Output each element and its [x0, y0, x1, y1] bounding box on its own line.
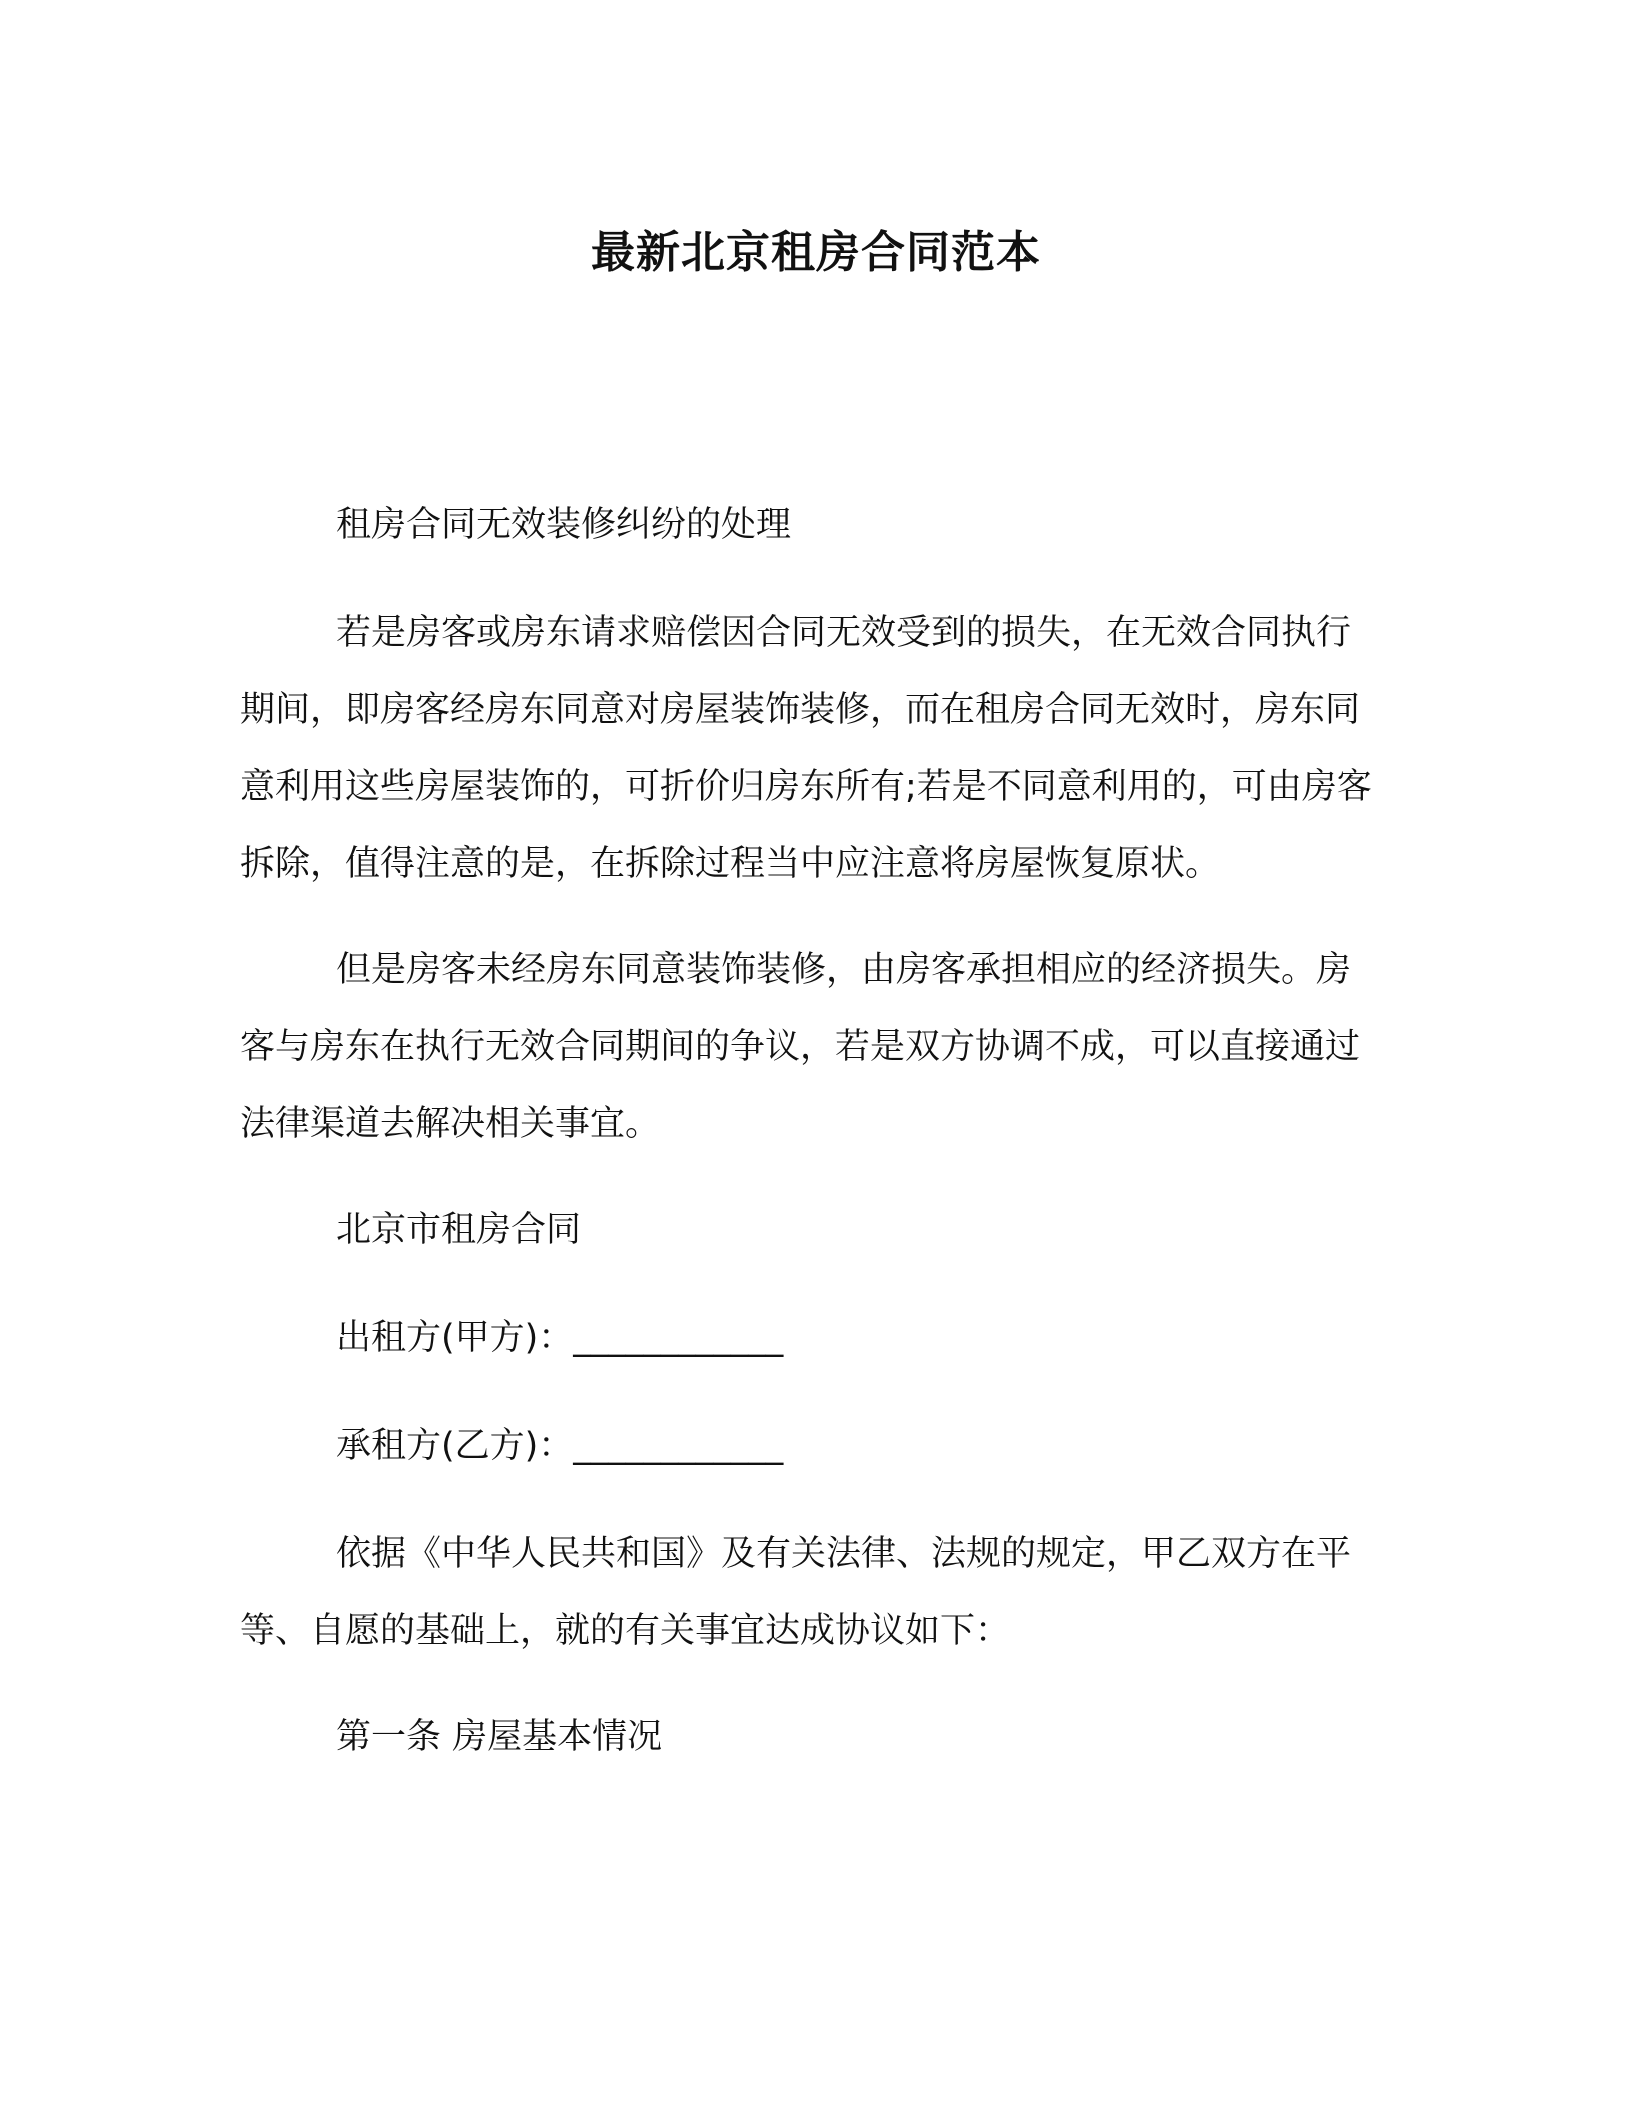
- lessor-line: 出租方(甲方)：____________: [336, 1318, 784, 1358]
- section-heading-dispute: 租房合同无效装修纠纷的处理: [336, 505, 792, 545]
- article-one-heading: 第一条 房屋基本情况: [336, 1717, 663, 1757]
- document-title: 最新北京租房合同范本: [591, 227, 1041, 278]
- paragraph-unauthorized-renovation: 但是房客未经房东同意装饰装修，由房客承担相应的经济损失。房客与房东在执行无效合同期间的争议，若是双方协调不成，可以直接通过法律渠道去解决相关事宜。: [240, 950, 1361, 1144]
- section-heading-contract: 北京市租房合同: [336, 1210, 582, 1250]
- paragraph-legal-basis: 依据《中华人民共和国》及有关法律、法规的规定，甲乙双方在平等、自愿的基础上，就的有关事宜达成协议如下：: [240, 1534, 1352, 1651]
- paragraph-compensation: 若是房客或房东请求赔偿因合同无效受到的损失，在无效合同执行期间，即房客经房东同意对房屋装饰装修，而在租房合同无效时，房东同意利用这些房屋装饰的，可折价归房东所有;若是不同意利用的，可由房客拆除，值得注意的是，在拆除过程当中应注意将房屋恢复原状。: [240, 613, 1372, 884]
- document-body: [240, 487, 1380, 1807]
- lessee-line: 承租方(乙方)：____________: [336, 1426, 784, 1466]
